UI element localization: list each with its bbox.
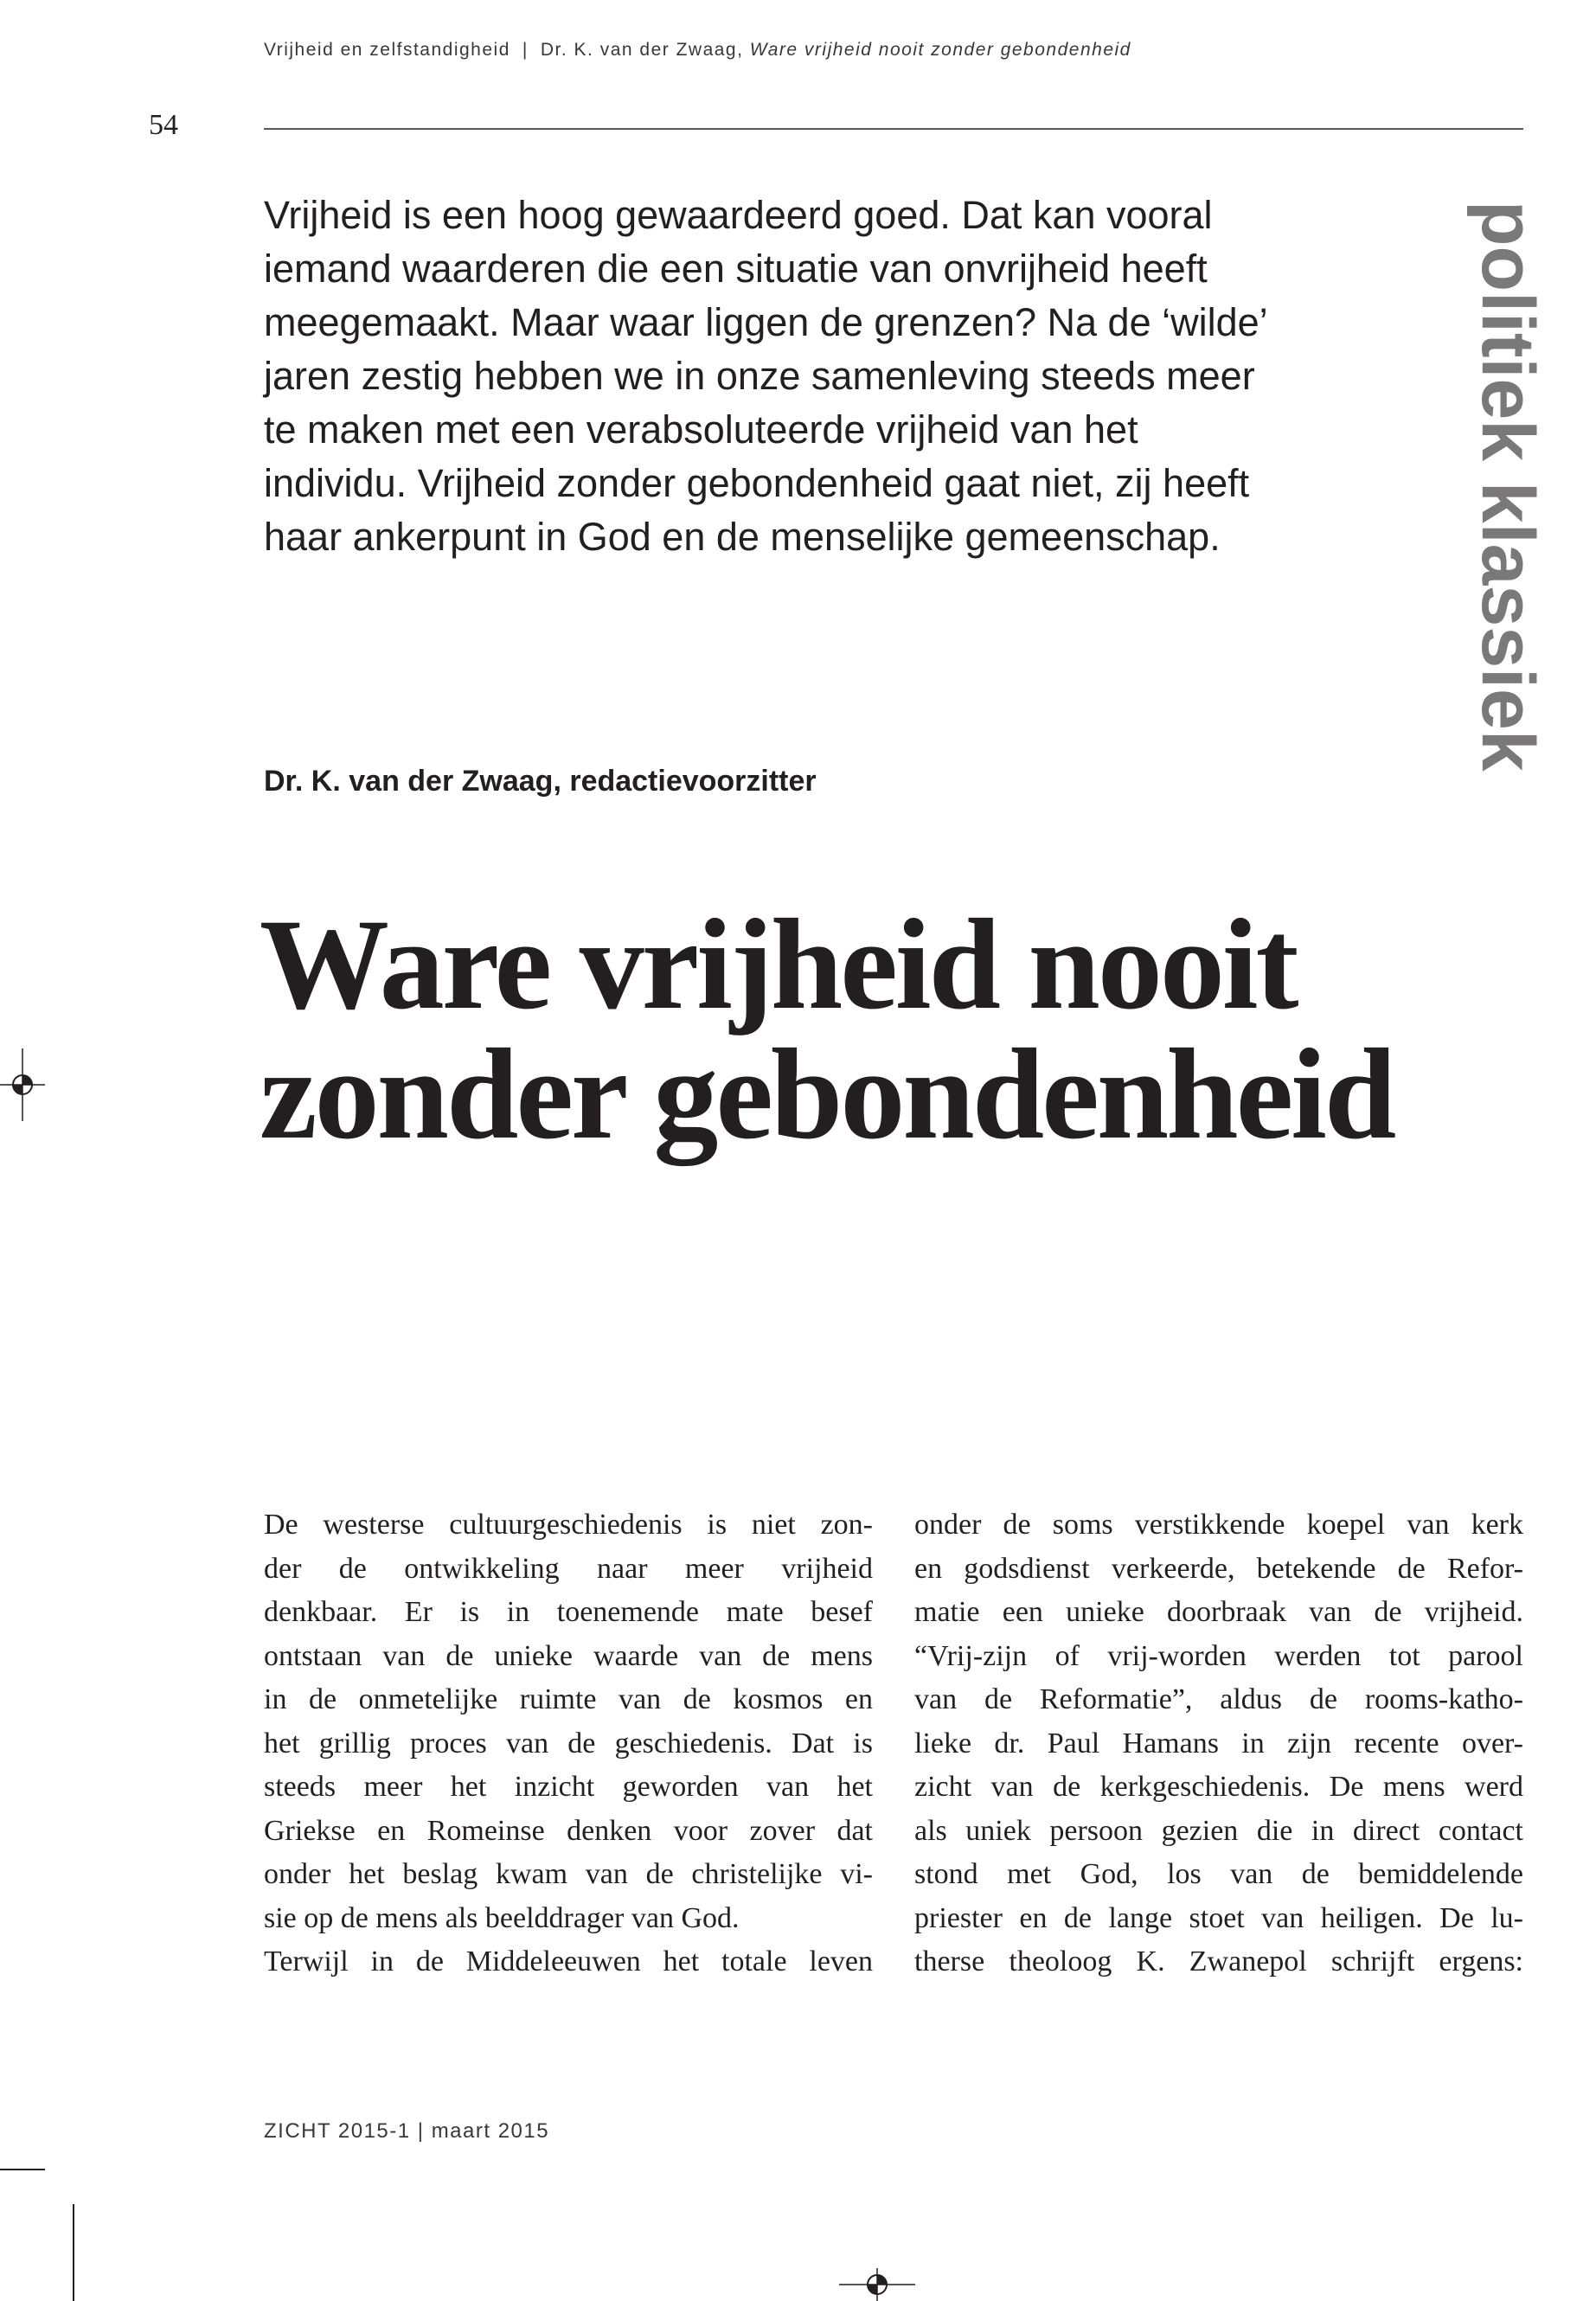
body-line: denkbaar. Er is in toenemende mate besef — [264, 1596, 873, 1628]
body-line: onder de soms verstikkende koepel van kerk — [914, 1509, 1523, 1541]
body-line: De westerse cultuurgeschiedenis is niet zon- — [264, 1509, 873, 1541]
body-line: en godsdienst verkeerde, betekende de Refor- — [914, 1552, 1523, 1585]
body-line: priester en de lange stoet van heiligen. De lu- — [914, 1901, 1523, 1934]
lead-line: jaren zestig hebben we in onze samenleving steeds meer — [264, 354, 1255, 398]
article-title-line: Ware vrijheid nooit — [260, 893, 1297, 1036]
body-line: onder het beslag kwam van de christelijke vi- — [264, 1858, 873, 1890]
author-byline: Dr. K. van der Zwaag, redactievoorzitter — [264, 765, 817, 798]
running-header-title: Ware vrijheid nooit zonder gebondenheid — [749, 40, 1131, 60]
running-header-separator: | — [522, 40, 529, 60]
crop-mark — [0, 2169, 45, 2170]
running-header-author: Dr. K. van der Zwaag, — [540, 40, 744, 60]
body-line: als uniek persoon gezien die in direct contact — [914, 1814, 1523, 1847]
body-line: steeds meer het inzicht geworden van het — [264, 1771, 873, 1803]
running-header-section: Vrijheid en zelfstandigheid — [264, 40, 510, 60]
body-line: Terwijl in de Middeleeuwen het totale leven — [264, 1945, 873, 1977]
body-line: ontstaan van de unieke waarde van de mens — [264, 1639, 873, 1672]
section-label: politiek klassiek — [1466, 201, 1549, 772]
body-line: het grillig proces van de geschiedenis. Dat is — [264, 1727, 873, 1759]
body-line: Griekse en Romeinse denken voor zover dat — [264, 1814, 873, 1847]
page-number: 54 — [149, 109, 178, 141]
footer-issue: ZICHT 2015-1 | maart 2015 — [264, 2119, 550, 2143]
body-column-right — [914, 1503, 1523, 1984]
body-line: matie een unieke doorbraak van de vrijheid. — [914, 1596, 1523, 1628]
lead-line: haar ankerpunt in God en de menselijke gemeenschap. — [264, 515, 1221, 559]
body-line: der de ontwikkeling naar meer vrijheid — [264, 1552, 873, 1585]
body-line: zicht van de kerkgeschiedenis. De mens werd — [914, 1771, 1523, 1803]
body-line: sie op de mens als beelddrager van God. — [264, 1901, 740, 1934]
body-line: “Vrij-zijn of vrij-worden werden tot parool — [914, 1639, 1523, 1672]
lead-line: te maken met een verabsoluteerde vrijheid van het — [264, 407, 1138, 452]
registration-mark-icon — [839, 2268, 915, 2301]
body-line: stond met God, los van de bemiddelende — [914, 1858, 1523, 1890]
crop-mark — [73, 2204, 74, 2301]
lead-line: individu. Vrijheid zonder gebondenheid gaat niet, zij heeft — [264, 461, 1250, 505]
lead-line: Vrijheid is een hoog gewaardeerd goed. Dat kan vooral — [264, 193, 1213, 237]
body-line: van de Reformatie”, aldus de rooms-katho- — [914, 1683, 1523, 1715]
body-column-left — [264, 1503, 873, 1984]
header-rule — [264, 128, 1523, 130]
registration-mark-icon — [0, 1048, 45, 1121]
body-line: in de onmetelijke ruimte van de kosmos en — [264, 1683, 873, 1715]
lead-line: meegemaakt. Maar waar liggen de grenzen? Na de ‘wilde’ — [264, 300, 1268, 344]
body-line: lieke dr. Paul Hamans in zijn recente over- — [914, 1727, 1523, 1759]
running-header — [264, 40, 1131, 61]
article-title-line: zonder gebondenheid — [260, 1022, 1394, 1166]
lead-line: iemand waarderen die een situatie van onvrijheid heeft — [264, 247, 1208, 291]
lead-paragraph — [264, 189, 1458, 564]
body-line: therse theoloog K. Zwanepol schrijft ergens: — [914, 1945, 1523, 1977]
article-title — [260, 893, 1394, 1166]
